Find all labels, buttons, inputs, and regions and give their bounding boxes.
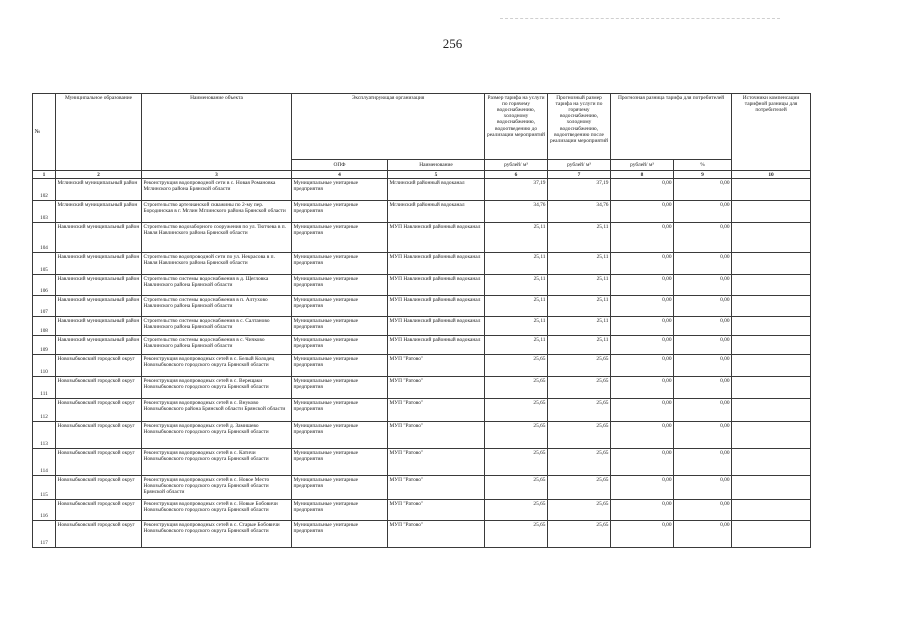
column-number: 2 xyxy=(56,171,142,179)
row-number: 105 xyxy=(33,253,56,275)
row-source xyxy=(732,399,811,422)
column-number: 7 xyxy=(548,171,611,179)
row-current-tariff: 25,11 xyxy=(485,275,548,296)
row-diff-rub: 0,00 xyxy=(611,355,674,377)
header-object: Наименование объекта xyxy=(142,94,292,171)
header-unit-current: рублей/ м³ xyxy=(485,160,548,171)
row-number: 116 xyxy=(33,500,56,521)
table-row xyxy=(33,500,811,521)
row-current-tariff: 25,65 xyxy=(485,355,548,377)
table-row xyxy=(33,275,811,296)
row-source xyxy=(732,500,811,521)
row-municipality: Новозыбковский городской округ xyxy=(56,377,142,399)
row-object: Реконструкция водопроводных сетей в с. Старые Бобовичи Новозыбковского городского округа Брянской области xyxy=(142,521,292,548)
row-current-tariff: 25,65 xyxy=(485,377,548,399)
row-operator-name: Мглинский районный водоканал xyxy=(388,179,485,201)
header-sources: Источники компенсации тарифной разницы для потребителей xyxy=(732,94,811,171)
row-diff-rub: 0,00 xyxy=(611,399,674,422)
row-object: Строительство системы водоснабжения в с. Салтаново Навлинского района Брянской области xyxy=(142,317,292,336)
row-operator-opf: Муниципальные унитарные предприятия xyxy=(292,521,388,548)
row-source xyxy=(732,275,811,296)
row-number: 112 xyxy=(33,399,56,422)
table-row xyxy=(33,476,811,500)
table-row xyxy=(33,253,811,275)
header-operator: Эксплуатирующая организация xyxy=(292,94,485,160)
row-object: Строительство водозаборного сооружения по ул. Тютчева в п. Навля Навлинского района Брянской области xyxy=(142,223,292,253)
row-current-tariff: 25,65 xyxy=(485,399,548,422)
row-number: 111 xyxy=(33,377,56,399)
row-operator-name: МУП "Ратово" xyxy=(388,422,485,449)
header-municipality: Муниципальное образование xyxy=(56,94,142,171)
row-municipality: Навлинский муниципальный район xyxy=(56,223,142,253)
table-row xyxy=(33,223,811,253)
row-operator-opf: Муниципальные унитарные предприятия xyxy=(292,476,388,500)
row-source xyxy=(732,201,811,223)
row-number: 106 xyxy=(33,275,56,296)
row-operator-name: МУП "Ратово" xyxy=(388,377,485,399)
table-row xyxy=(33,449,811,476)
row-source xyxy=(732,179,811,201)
row-diff-rub: 0,00 xyxy=(611,449,674,476)
row-current-tariff: 25,65 xyxy=(485,422,548,449)
row-object: Строительство водопроводной сети по ул. Некрасова в п. Навля Навлинского района Брянской области xyxy=(142,253,292,275)
row-number: 102 xyxy=(33,179,56,201)
row-forecast-tariff: 25,65 xyxy=(548,476,611,500)
row-diff-pct: 0,00 xyxy=(674,179,732,201)
row-operator-opf: Муниципальные унитарные предприятия xyxy=(292,500,388,521)
row-diff-rub: 0,00 xyxy=(611,336,674,355)
row-number: 113 xyxy=(33,422,56,449)
row-source xyxy=(732,317,811,336)
row-operator-opf: Муниципальные унитарные предприятия xyxy=(292,179,388,201)
row-source xyxy=(732,422,811,449)
row-forecast-tariff: 25,11 xyxy=(548,296,611,317)
row-source xyxy=(732,476,811,500)
row-operator-opf: Муниципальные унитарные предприятия xyxy=(292,275,388,296)
row-operator-name: МУП Навлинский районный водоканал xyxy=(388,253,485,275)
row-object: Реконструкция водопроводных сетей в с. Катичи Новозыбковского городского округа Брянской области xyxy=(142,449,292,476)
row-operator-opf: Муниципальные унитарные предприятия xyxy=(292,336,388,355)
row-forecast-tariff: 25,11 xyxy=(548,336,611,355)
row-object: Строительство артезианской скважины по 2-му пер. Бородинская в г. Мглин Мглинского района Брянской области xyxy=(142,201,292,223)
row-diff-rub: 0,00 xyxy=(611,296,674,317)
row-operator-name: МУП Навлинский районный водоканал xyxy=(388,275,485,296)
row-object: Реконструкция водопроводных сетей в с. Белый Колодец Новозыбковского городского округа Брянской области xyxy=(142,355,292,377)
row-source xyxy=(732,223,811,253)
row-number: 117 xyxy=(33,521,56,548)
row-source xyxy=(732,449,811,476)
table-row xyxy=(33,201,811,223)
table-row xyxy=(33,336,811,355)
row-operator-name: МУП Навлинский районный водоканал xyxy=(388,336,485,355)
row-operator-opf: Муниципальные унитарные предприятия xyxy=(292,399,388,422)
row-municipality: Навлинский муниципальный район xyxy=(56,336,142,355)
row-source xyxy=(732,253,811,275)
table-row xyxy=(33,422,811,449)
row-object: Реконструкция водопроводных сетей д. Замишево Новозыбковского городского округа Брянской области xyxy=(142,422,292,449)
row-operator-opf: Муниципальные унитарные предприятия xyxy=(292,296,388,317)
column-number: 4 xyxy=(292,171,388,179)
row-diff-pct: 0,00 xyxy=(674,253,732,275)
row-municipality: Мглинский муниципальный район xyxy=(56,179,142,201)
row-number: 104 xyxy=(33,223,56,253)
row-number: 114 xyxy=(33,449,56,476)
row-number: 108 xyxy=(33,317,56,336)
row-municipality: Навлинский муниципальный район xyxy=(56,253,142,275)
row-operator-name: МУП Навлинский районный водоканал xyxy=(388,317,485,336)
column-number: 3 xyxy=(142,171,292,179)
row-object: Реконструкция водопроводных сетей в с. Верещаки Новозыбковского городского округа Брянской области xyxy=(142,377,292,399)
tariff-table-container xyxy=(32,93,810,548)
row-object: Строительство системы водоснабжения в п. Алтухово Навлинского района Брянской области xyxy=(142,296,292,317)
row-operator-opf: Муниципальные унитарные предприятия xyxy=(292,449,388,476)
row-source xyxy=(732,355,811,377)
row-forecast-tariff: 25,11 xyxy=(548,223,611,253)
row-municipality: Навлинский муниципальный район xyxy=(56,296,142,317)
row-current-tariff: 25,11 xyxy=(485,336,548,355)
row-current-tariff: 37,19 xyxy=(485,179,548,201)
column-number: 9 xyxy=(674,171,732,179)
row-forecast-tariff: 25,11 xyxy=(548,317,611,336)
header-percent: % xyxy=(674,160,732,171)
row-operator-name: МУП "Ратово" xyxy=(388,449,485,476)
row-source xyxy=(732,336,811,355)
row-forecast-tariff: 25,65 xyxy=(548,422,611,449)
row-diff-rub: 0,00 xyxy=(611,223,674,253)
row-operator-name: МУП "Ратово" xyxy=(388,521,485,548)
row-municipality: Новозыбковский городской округ xyxy=(56,500,142,521)
header-difference: Прогнозная разница тарифа для потребителей xyxy=(611,94,732,160)
row-municipality: Новозыбковский городской округ xyxy=(56,399,142,422)
row-current-tariff: 25,11 xyxy=(485,317,548,336)
row-current-tariff: 25,11 xyxy=(485,253,548,275)
row-diff-rub: 0,00 xyxy=(611,500,674,521)
row-current-tariff: 34,76 xyxy=(485,201,548,223)
row-forecast-tariff: 37,19 xyxy=(548,179,611,201)
row-municipality: Новозыбковский городской округ xyxy=(56,449,142,476)
row-operator-name: МУП "Ратово" xyxy=(388,476,485,500)
row-current-tariff: 25,65 xyxy=(485,476,548,500)
row-municipality: Новозыбковский городской округ xyxy=(56,521,142,548)
row-forecast-tariff: 25,65 xyxy=(548,377,611,399)
header-unit-forecast: рублей/ м³ xyxy=(548,160,611,171)
row-diff-rub: 0,00 xyxy=(611,253,674,275)
row-diff-rub: 0,00 xyxy=(611,377,674,399)
row-current-tariff: 25,11 xyxy=(485,296,548,317)
row-diff-pct: 0,00 xyxy=(674,317,732,336)
row-diff-pct: 0,00 xyxy=(674,422,732,449)
row-operator-opf: Муниципальные унитарные предприятия xyxy=(292,317,388,336)
row-diff-rub: 0,00 xyxy=(611,317,674,336)
column-number: 8 xyxy=(611,171,674,179)
row-operator-opf: Муниципальные унитарные предприятия xyxy=(292,355,388,377)
column-number: 1 xyxy=(33,171,56,179)
row-diff-pct: 0,00 xyxy=(674,223,732,253)
row-operator-opf: Муниципальные унитарные предприятия xyxy=(292,201,388,223)
header-current-tariff: Размер тарифа на услуги по горячему водоснабжению, холодному водоснабжению, водоотведению до реализации мероприятий xyxy=(485,94,548,160)
row-object: Строительство системы водоснабжения в с. Чичково Навлинского района Брянской области xyxy=(142,336,292,355)
row-number: 110 xyxy=(33,355,56,377)
row-number: 107 xyxy=(33,296,56,317)
row-diff-pct: 0,00 xyxy=(674,355,732,377)
page-number: 256 xyxy=(442,36,463,51)
row-diff-pct: 0,00 xyxy=(674,476,732,500)
row-source xyxy=(732,377,811,399)
table-row xyxy=(33,296,811,317)
row-municipality: Новозыбковский городской округ xyxy=(56,422,142,449)
header-opf: ОПФ xyxy=(292,160,388,171)
row-forecast-tariff: 25,11 xyxy=(548,275,611,296)
row-diff-rub: 0,00 xyxy=(611,476,674,500)
row-number: 109 xyxy=(33,336,56,355)
row-operator-opf: Муниципальные унитарные предприятия xyxy=(292,223,388,253)
row-number: 103 xyxy=(33,201,56,223)
row-diff-pct: 0,00 xyxy=(674,296,732,317)
table-row xyxy=(33,355,811,377)
row-operator-name: МУП Навлинский районный водоканал xyxy=(388,296,485,317)
header-unit-diff: рублей/ м³ xyxy=(611,160,674,171)
row-forecast-tariff: 25,65 xyxy=(548,500,611,521)
column-numbers-row xyxy=(33,171,811,179)
row-diff-pct: 0,00 xyxy=(674,275,732,296)
column-number: 5 xyxy=(388,171,485,179)
column-number: 6 xyxy=(485,171,548,179)
tariff-table xyxy=(32,93,811,548)
row-municipality: Навлинский муниципальный район xyxy=(56,275,142,296)
row-operator-opf: Муниципальные унитарные предприятия xyxy=(292,422,388,449)
table-body xyxy=(33,179,811,548)
row-current-tariff: 25,65 xyxy=(485,500,548,521)
row-diff-pct: 0,00 xyxy=(674,336,732,355)
row-diff-rub: 0,00 xyxy=(611,275,674,296)
row-diff-pct: 0,00 xyxy=(674,500,732,521)
header-number: № xyxy=(33,94,56,171)
table-row xyxy=(33,179,811,201)
row-object: Реконструкция водопроводной сети в с. Новая Романовка Мглинского района Брянской области xyxy=(142,179,292,201)
row-forecast-tariff: 25,65 xyxy=(548,399,611,422)
scan-edge-line xyxy=(500,18,780,20)
row-operator-name: МУП "Ратово" xyxy=(388,355,485,377)
row-diff-pct: 0,00 xyxy=(674,449,732,476)
row-diff-rub: 0,00 xyxy=(611,422,674,449)
table-row xyxy=(33,317,811,336)
row-operator-name: МУП "Ратово" xyxy=(388,399,485,422)
row-object: Строительство системы водоснабжения в д. Щегловка Навлинского района Брянской области xyxy=(142,275,292,296)
row-municipality: Мглинский муниципальный район xyxy=(56,201,142,223)
table-row xyxy=(33,399,811,422)
row-diff-rub: 0,00 xyxy=(611,201,674,223)
row-diff-pct: 0,00 xyxy=(674,521,732,548)
header-forecast-tariff: Прогнозный размер тарифа на услуги по горячему водоснабжению, холодному водоснабжению, водоотведению после реализации мероприятий xyxy=(548,94,611,160)
row-diff-pct: 0,00 xyxy=(674,201,732,223)
header-name: Наименование xyxy=(388,160,485,171)
row-source xyxy=(732,521,811,548)
row-number: 115 xyxy=(33,476,56,500)
row-diff-rub: 0,00 xyxy=(611,179,674,201)
row-operator-name: МУП "Ратово" xyxy=(388,500,485,521)
row-object: Реконструкция водопроводных сетей в с. Новые Бобовичи Новозыбковского городского округа Брянской области xyxy=(142,500,292,521)
row-current-tariff: 25,65 xyxy=(485,521,548,548)
row-forecast-tariff: 25,65 xyxy=(548,449,611,476)
row-object: Реконструкция водопроводных сетей в с. Новое Место Новозыбковского городского округа Брянской области Брянской области xyxy=(142,476,292,500)
row-diff-rub: 0,00 xyxy=(611,521,674,548)
row-municipality: Новозыбковский городской округ xyxy=(56,476,142,500)
row-object: Реконструкция водопроводных сетей в с. Внуково Новозыбковского района Брянской области Брянской области xyxy=(142,399,292,422)
row-operator-opf: Муниципальные унитарные предприятия xyxy=(292,253,388,275)
table-row xyxy=(33,377,811,399)
table-row xyxy=(33,521,811,548)
row-operator-name: Мглинский районный водоканал xyxy=(388,201,485,223)
row-current-tariff: 25,65 xyxy=(485,449,548,476)
column-number: 10 xyxy=(732,171,811,179)
row-diff-pct: 0,00 xyxy=(674,377,732,399)
row-operator-name: МУП Навлинский районный водоканал xyxy=(388,223,485,253)
row-forecast-tariff: 25,11 xyxy=(548,253,611,275)
row-operator-opf: Муниципальные унитарные предприятия xyxy=(292,377,388,399)
row-forecast-tariff: 25,65 xyxy=(548,521,611,548)
row-forecast-tariff: 34,76 xyxy=(548,201,611,223)
row-municipality: Новозыбковский городской округ xyxy=(56,355,142,377)
row-municipality: Навлинский муниципальный район xyxy=(56,317,142,336)
row-diff-pct: 0,00 xyxy=(674,399,732,422)
row-current-tariff: 25,11 xyxy=(485,223,548,253)
row-source xyxy=(732,296,811,317)
row-forecast-tariff: 25,65 xyxy=(548,355,611,377)
